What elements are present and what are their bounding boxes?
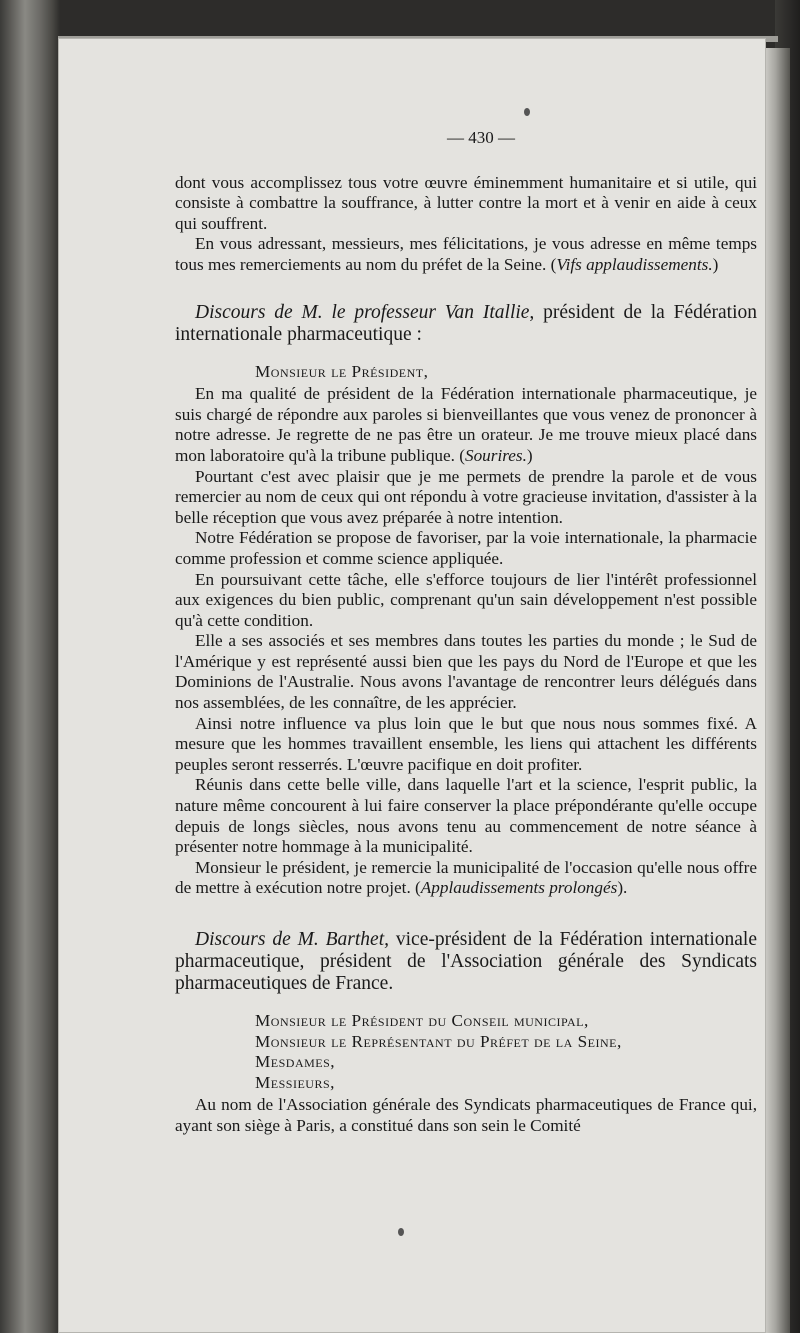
ink-spot [524, 108, 530, 116]
salutation-line: Monsieur le Président du Conseil municipal, [255, 1011, 589, 1030]
speech-heading [175, 302, 757, 346]
salutation-line: Monsieur le Représentant du Préfet de la Seine, [255, 1031, 622, 1051]
paren: ( [459, 445, 465, 465]
speaker-name: Discours de M. le professeur Van Itallie, [195, 301, 535, 323]
page-edge [766, 48, 790, 1333]
salutation-line: Mesdames, [255, 1052, 336, 1072]
speaker-title: président de la Fédération internationale pharmaceutique : [175, 301, 757, 345]
paren: ) [712, 254, 719, 274]
salutation-list [175, 1011, 757, 1093]
opening-text: dont vous accomplissez tous votre œuvre éminemment humanitaire et si utile, qui consiste à combattre la souffrance, à lutter contre la mort et à venir en aide à ceux qui souffrent. [175, 172, 757, 233]
salutation-line: Messieurs, [255, 1072, 335, 1092]
speech-paragraph: Elle a ses associés et ses membres dans toutes les parties du monde ; le Sud de l'Amérique y est représenté aussi bien que les pays du Nord de l'Europe et que les Dominions de l'Australie. Nous avons l'avantage de rencontrer leurs délégués dans nos assemblées, de les connaître, de les apprécier. [175, 631, 757, 713]
applause-note: Vifs applaudissements. [556, 254, 713, 274]
opening-paragraph [175, 234, 757, 275]
speech-paragraph: En poursuivant cette tâche, elle s'efforce toujours de lier l'intérêt professionnel aux exigences du bien public, comprenant qu'un sain développement n'est possible qu'à cette condition. [175, 569, 757, 630]
speech-paragraph: Réunis dans cette belle ville, dans laquelle l'art et la science, l'esprit public, la nature même concourent à lui faire conserver la place prépondérante qu'elle occupe depuis de longs siècles, nous avons tenu au commencement de notre séance à présenter notre hommage à la municipalité. [175, 775, 757, 857]
opening-text: En vous adressant, messieurs, mes félicitations, je vous adresse en même temps tous mes remerciements au nom du préfet de la Seine. ( [175, 234, 757, 274]
speaker-title: vice-président de la Fédération internationale pharmaceutique, président de l'Association générale des Syndicats pharmaceutiques de France. [175, 929, 757, 994]
applause-note: Applaudissements prolongés [420, 878, 618, 898]
paren: ). [617, 878, 628, 898]
speech-paragraph [175, 384, 757, 466]
speech-paragraph [175, 858, 757, 899]
reaction-note: Sourires. [464, 445, 527, 465]
speech-paragraph: Notre Fédération se propose de favoriser, par la voie internationale, la pharmacie comme profession et comme science appliquée. [175, 528, 757, 568]
speech-heading [175, 929, 757, 995]
page-number: — 430 — [447, 128, 515, 147]
paragraph-text: En ma qualité de président de la Fédération internationale pharmaceutique, je suis chargé de répondre aux paroles si bienveillantes que vous venez de prononcer à notre adresse. Je regrette de ne pas être un orateur. Je me trouve mieux placé dans mon laboratoire qu'à la tribune publique. [175, 384, 757, 465]
salutation: Monsieur le Président, [255, 361, 429, 381]
speech-paragraph: Ainsi notre influence va plus loin que le but que nous nous sommes fixé. A mesure que les hommes travaillent ensemble, les liens qui attachent les différents peuples seront resserrés. L'œuvre pacifique en doit profiter. [175, 713, 757, 774]
speech-paragraph: Au nom de l'Association générale des Syndicats pharmaceutiques de France qui, ayant son siège à Paris, a constitué dans son sein le Comité [175, 1095, 757, 1135]
speaker-name: Discours de M. Barthet, [195, 929, 389, 950]
page-content [175, 128, 757, 1137]
opening-paragraph [175, 173, 757, 235]
speech-paragraph: Pourtant c'est avec plaisir que je me permets de prendre la parole et de vous remercier au nom de ceux qui ont répondu à votre gracieuse invitation, d'assister à la belle réception que vous avez préparée à notre intention. [175, 466, 758, 527]
paragraph-text: Monsieur le président, je remercie la municipalité de l'occasion qu'elle nous offre de mettre à exécution notre projet. ( [175, 857, 757, 898]
ink-spot [398, 1228, 404, 1236]
paren: ) [526, 445, 533, 465]
